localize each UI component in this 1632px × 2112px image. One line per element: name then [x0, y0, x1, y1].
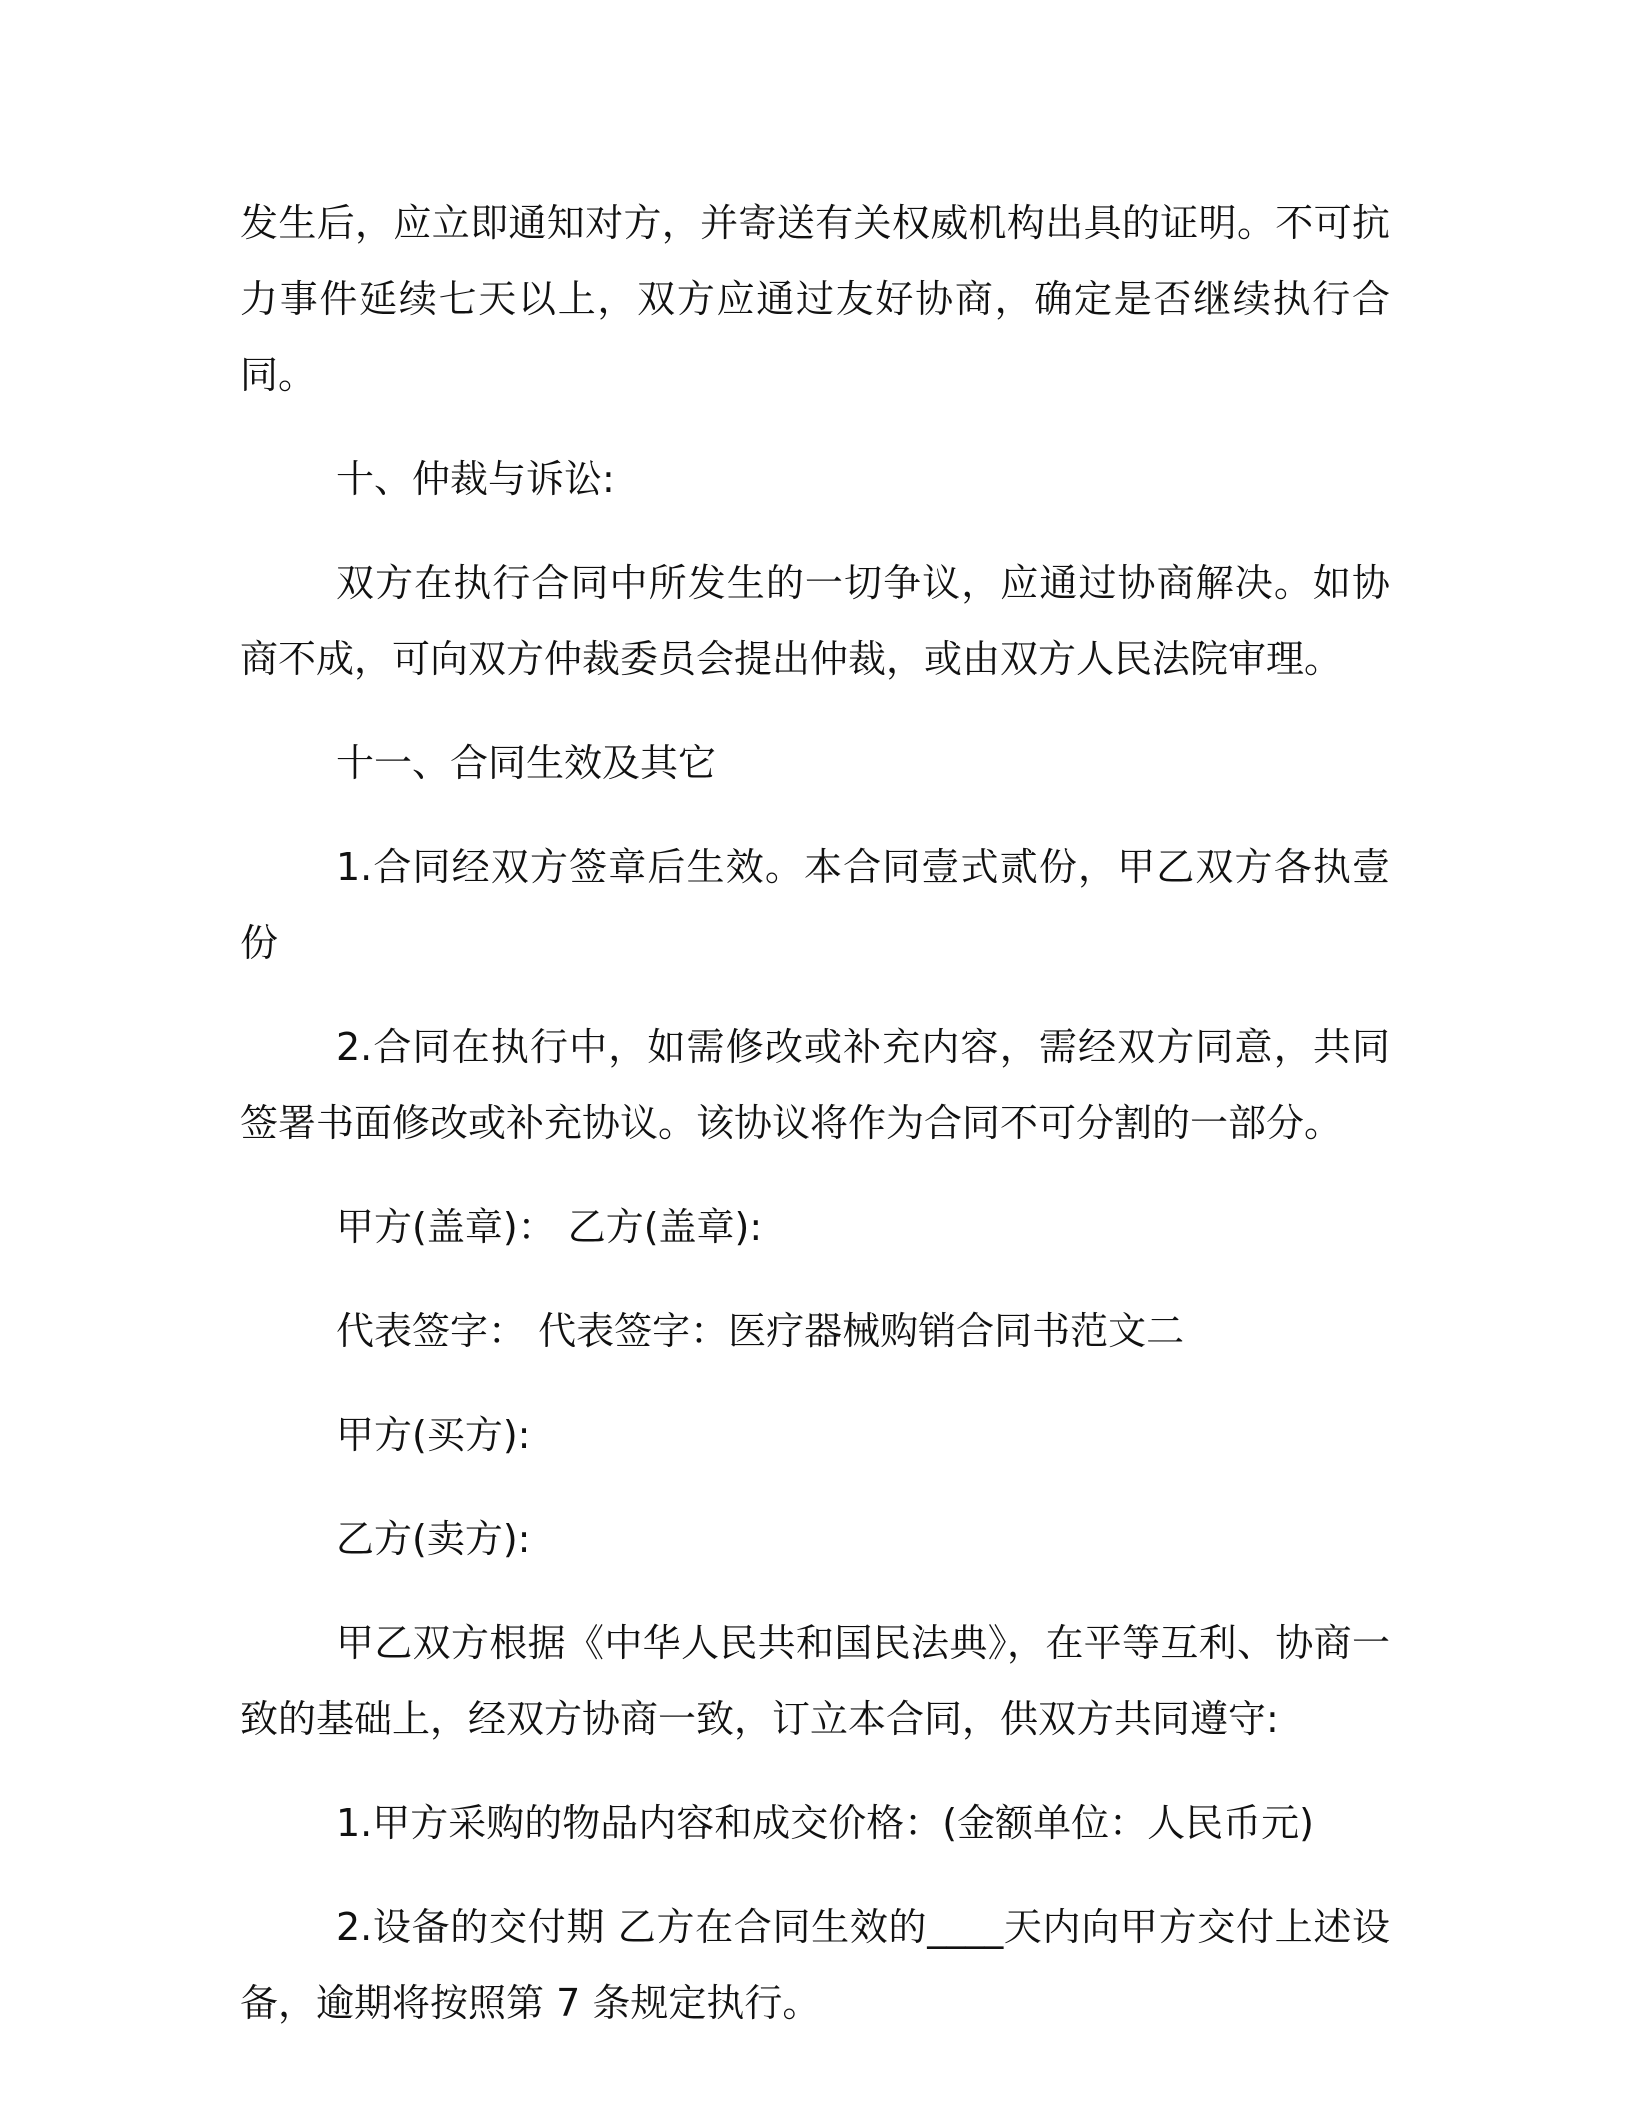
paragraph-party-b-seller: 乙方(卖方): — [336, 1517, 531, 1561]
paragraph-preamble: 甲乙双方根据《中华人民共和国民法典》，在平等互利、协商一致的基础上，经双方协商一致，订立本合同，供双方共同遵守: — [240, 1621, 1390, 1741]
paragraph-clause-2: 2.合同在执行中，如需修改或补充内容，需经双方同意，共同签署书面修改或补充协议。该协议将作为合同不可分割的一部分。 — [240, 1025, 1390, 1145]
document-body — [240, 185, 1390, 2069]
paragraph-item-1: 1.甲方采购的物品内容和成交价格：(金额单位：人民币元) — [336, 1801, 1314, 1845]
paragraph-signatures: 代表签字： 代表签字：医疗器械购销合同书范文二 — [336, 1309, 1185, 1353]
paragraph-party-a-buyer: 甲方(买方): — [336, 1413, 531, 1457]
paragraph-arbitration: 双方在执行合同中所发生的一切争议，应通过协商解决。如协商不成，可向双方仲裁委员会提出仲裁，或由双方人民法院审理。 — [240, 561, 1390, 681]
paragraph-seals: 甲方(盖章)： 乙方(盖章): — [336, 1205, 763, 1249]
heading-arbitration: 十、仲裁与诉讼: — [336, 457, 615, 501]
paragraph-item-2: 2.设备的交付期 乙方在合同生效的____天内向甲方交付上述设备，逾期将按照第 7 条规定执行。 — [240, 1905, 1390, 2025]
paragraph-force-majeure: 发生后，应立即通知对方，并寄送有关权威机构出具的证明。不可抗力事件延续七天以上，双方应通过友好协商，确定是否继续执行合同。 — [240, 201, 1390, 397]
paragraph-clause-1: 1.合同经双方签章后生效。本合同壹式贰份，甲乙双方各执壹份 — [240, 845, 1390, 965]
heading-effectiveness: 十一、合同生效及其它 — [336, 741, 717, 785]
